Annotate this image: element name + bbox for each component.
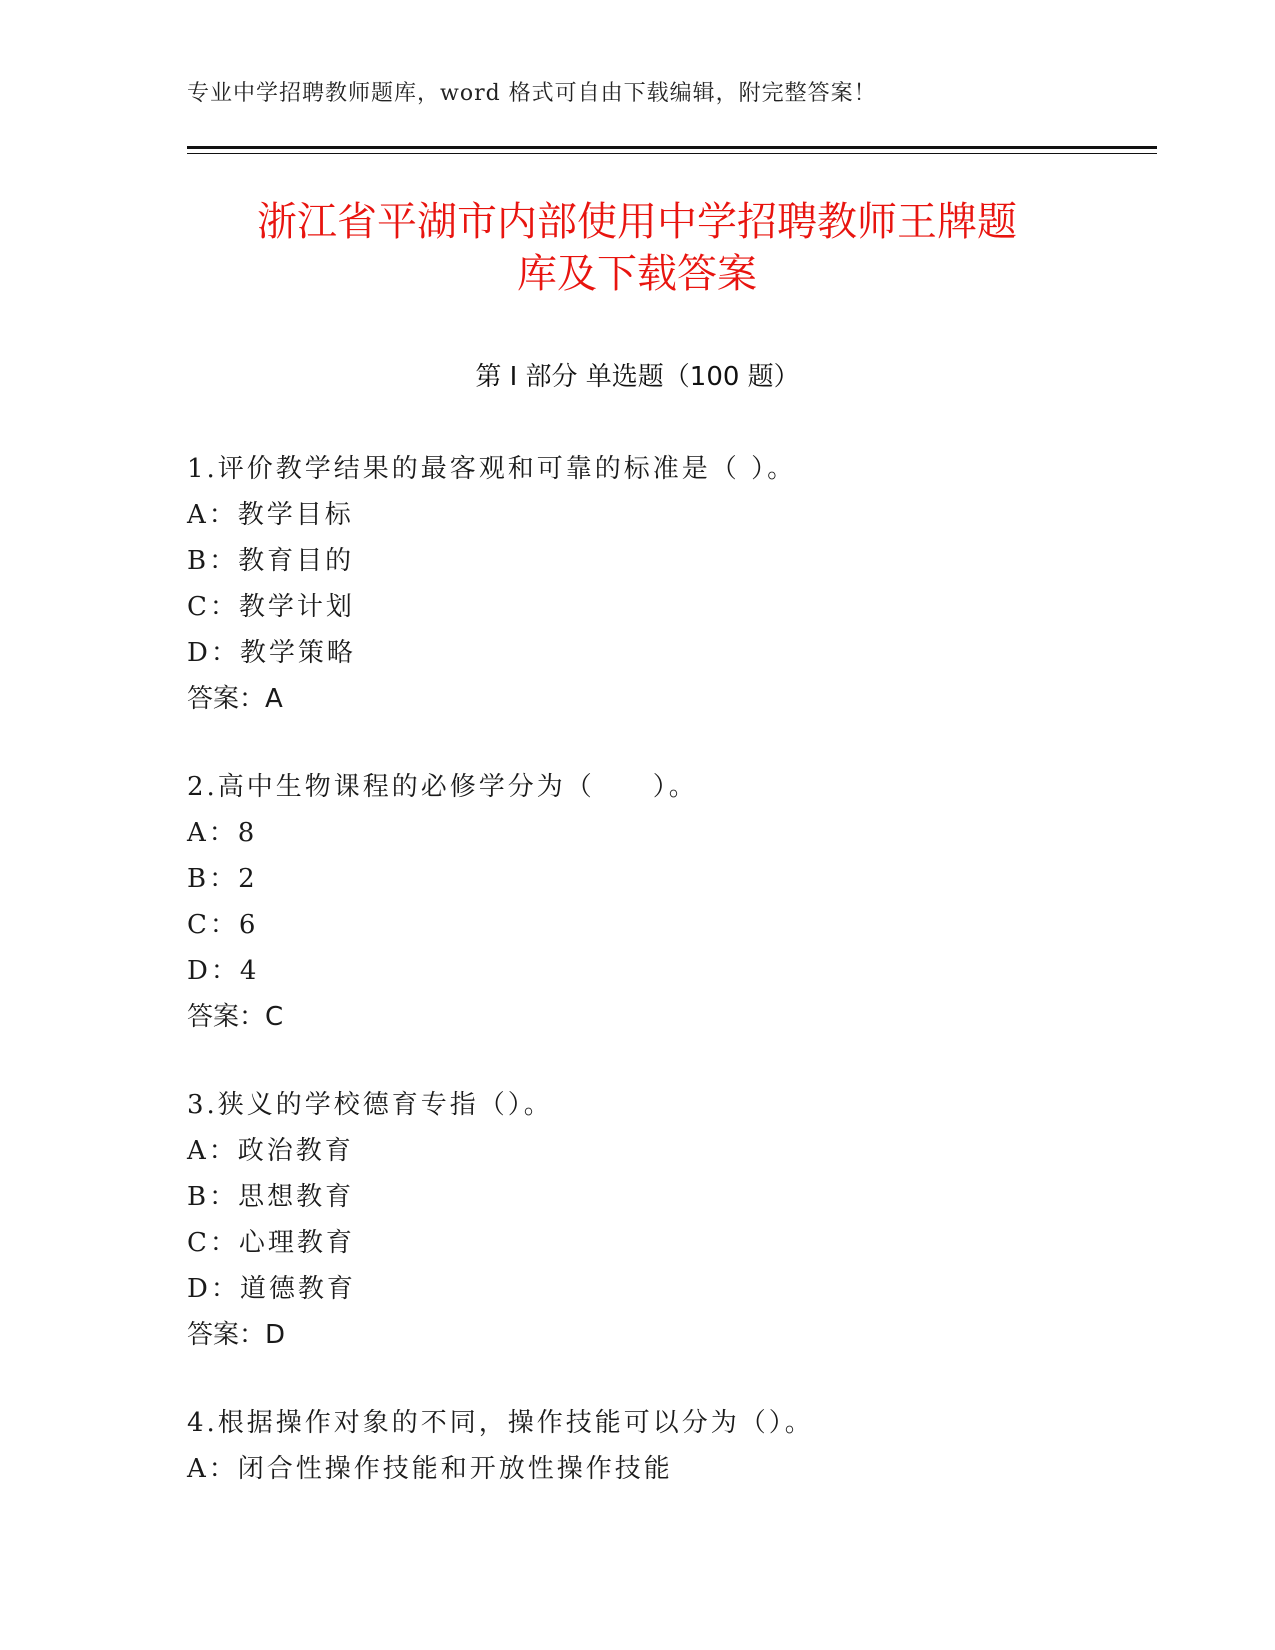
question-stem: 2.高中生物课程的必修学分为（ ）。 <box>187 772 698 802</box>
header-rule-thin <box>187 153 1157 154</box>
answer: 答案：D <box>187 1320 286 1350</box>
question-list <box>187 446 1147 1534</box>
document-title-line-2: 库及下载答案 <box>517 251 757 297</box>
question-stem: 3.狭义的学校德育专指（）。 <box>187 1090 553 1120</box>
question-1 <box>187 446 1147 722</box>
option-b: B：思想教育 <box>187 1182 355 1212</box>
option-d: D：教学策略 <box>187 638 356 668</box>
question-2 <box>187 764 1147 1040</box>
question-4 <box>187 1400 1147 1492</box>
question-stem: 1.评价教学结果的最客观和可靠的标准是（ ）。 <box>187 454 797 484</box>
option-c: C：6 <box>187 910 259 940</box>
option-a: A：政治教育 <box>187 1136 354 1166</box>
question-3 <box>187 1082 1147 1358</box>
option-b: B：教育目的 <box>187 546 355 576</box>
option-d: D：道德教育 <box>187 1274 356 1304</box>
answer: 答案：C <box>187 1002 284 1032</box>
option-c: C：心理教育 <box>187 1228 355 1258</box>
document-title <box>187 196 1087 300</box>
option-a: A：8 <box>187 818 258 848</box>
header-rule <box>187 146 1157 149</box>
option-a: A：教学目标 <box>187 500 354 530</box>
document-title-line-1: 浙江省平湖市内部使用中学招聘教师王牌题 <box>257 199 1017 245</box>
question-stem: 4.根据操作对象的不同，操作技能可以分为（）。 <box>187 1408 814 1438</box>
section-title: 第 I 部分 单选题（100 题） <box>475 362 800 392</box>
header-note: 专业中学招聘教师题库，word 格式可自由下载编辑，附完整答案！ <box>187 81 877 106</box>
option-a: A：闭合性操作技能和开放性操作技能 <box>187 1454 673 1484</box>
option-d: D：4 <box>187 956 260 986</box>
answer: 答案：A <box>187 684 283 714</box>
option-b: B：2 <box>187 864 258 894</box>
option-c: C：教学计划 <box>187 592 355 622</box>
